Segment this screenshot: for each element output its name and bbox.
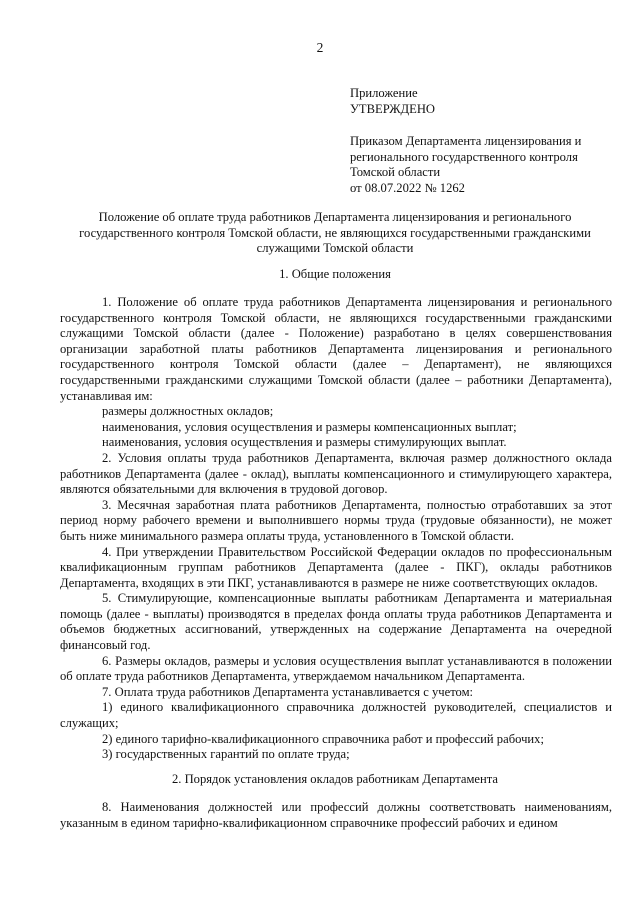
paragraph: 1. Положение об оплате труда работников Департамента лицензирования и регионального государственного контроля Томской области, не являющихся государственными гражданскими служащими Томской области (далее - Положение) разработано в целях совершенствования организации заработной платы работников Департамента лицензирования и регионального государственного контроля Томской области (далее – Департамент), не являющихся государственными гражданскими служащими Томской области (далее – работники Департамента), устанавливая им: xyxy=(60,295,612,403)
list-item: наименования, условия осуществления и размеры компенсационных выплат; xyxy=(102,419,517,434)
section-heading-salary-procedure: 2. Порядок установления окладов работникам Департамента xyxy=(171,772,498,786)
approval-order-line: регионального государственного контроля xyxy=(350,149,578,164)
section-salary-body xyxy=(60,800,612,831)
approval-order-line: Томской области xyxy=(350,165,441,180)
title-line: служащими Томской области xyxy=(256,241,414,256)
page-number: 2 xyxy=(316,40,324,55)
document-title xyxy=(60,210,610,257)
section-heading-general: 1. Общие положения xyxy=(279,267,391,281)
list-item: 1) единого квалификационного справочника должностей руководителей, специалистов и служащих; xyxy=(60,700,612,731)
approval-order-line: Приказом Департамента лицензирования и xyxy=(350,134,582,149)
paragraph: 6. Размеры окладов, размеры и условия осуществления выплат устанавливаются в положении об оплате труда работников Департамента, утверждаемом начальником Департамента. xyxy=(60,653,612,684)
section-general-body xyxy=(60,295,612,763)
approval-approved-label: УТВЕРЖДЕНО xyxy=(350,101,436,116)
approval-block xyxy=(350,86,610,197)
paragraph: 7. Оплата труда работников Департамента устанавливается с учетом: xyxy=(102,684,474,699)
list-item: наименования, условия осуществления и размеры стимулирующих выплат. xyxy=(102,435,507,450)
title-line: государственного контроля Томской области, не являющихся государственными гражданскими xyxy=(79,225,591,240)
list-item: 2) единого тарифно-квалификационного справочника работ и профессий рабочих; xyxy=(102,731,544,746)
title-line: Положение об оплате труда работников Департамента лицензирования и регионального xyxy=(98,210,572,224)
paragraph: 3. Месячная заработная плата работников Департамента, полностью отработавших за этот период норму рабочего времени и выполнившего нормы труда (трудовые обязанности), не может быть ниже минимального размера оплаты труда, установленного в Томской области. xyxy=(60,497,612,543)
list-item: 3) государственных гарантий по оплате труда; xyxy=(102,747,350,762)
paragraph: 5. Стимулирующие, компенсационные выплаты работникам Департамента и материальная помощь (далее - выплаты) производятся в пределах фонда оплаты труда работников Департамента и объемов бюджетных ассигнований, утвержденных на содержание Департамента на очередной финансовый год. xyxy=(60,591,612,653)
list-item: размеры должностных окладов; xyxy=(102,404,274,419)
approval-appendix-label: Приложение xyxy=(350,86,418,100)
approval-order-date: от 08.07.2022 № 1262 xyxy=(350,180,465,195)
paragraph: 8. Наименования должностей или профессий должны соответствовать наименованиям, указанным в едином тарифно-квалификационном справочнике профессий рабочих и едином xyxy=(60,800,612,830)
paragraph: 4. При утверждении Правительством Российской Федерации окладов по профессиональным квалификационным группам работников Департамента (далее - ПКГ), оклады работников Департамента, входящих в эти ПКГ, устанавливаются в размере не ниже соответствующих окладов. xyxy=(60,544,612,590)
paragraph: 2. Условия оплаты труда работников Департамента, включая размер должностного оклада работников Департамента (далее - оклад), выплаты компенсационного и стимулирующего характера, являются обязательными для включения в трудовой договор. xyxy=(60,450,612,497)
